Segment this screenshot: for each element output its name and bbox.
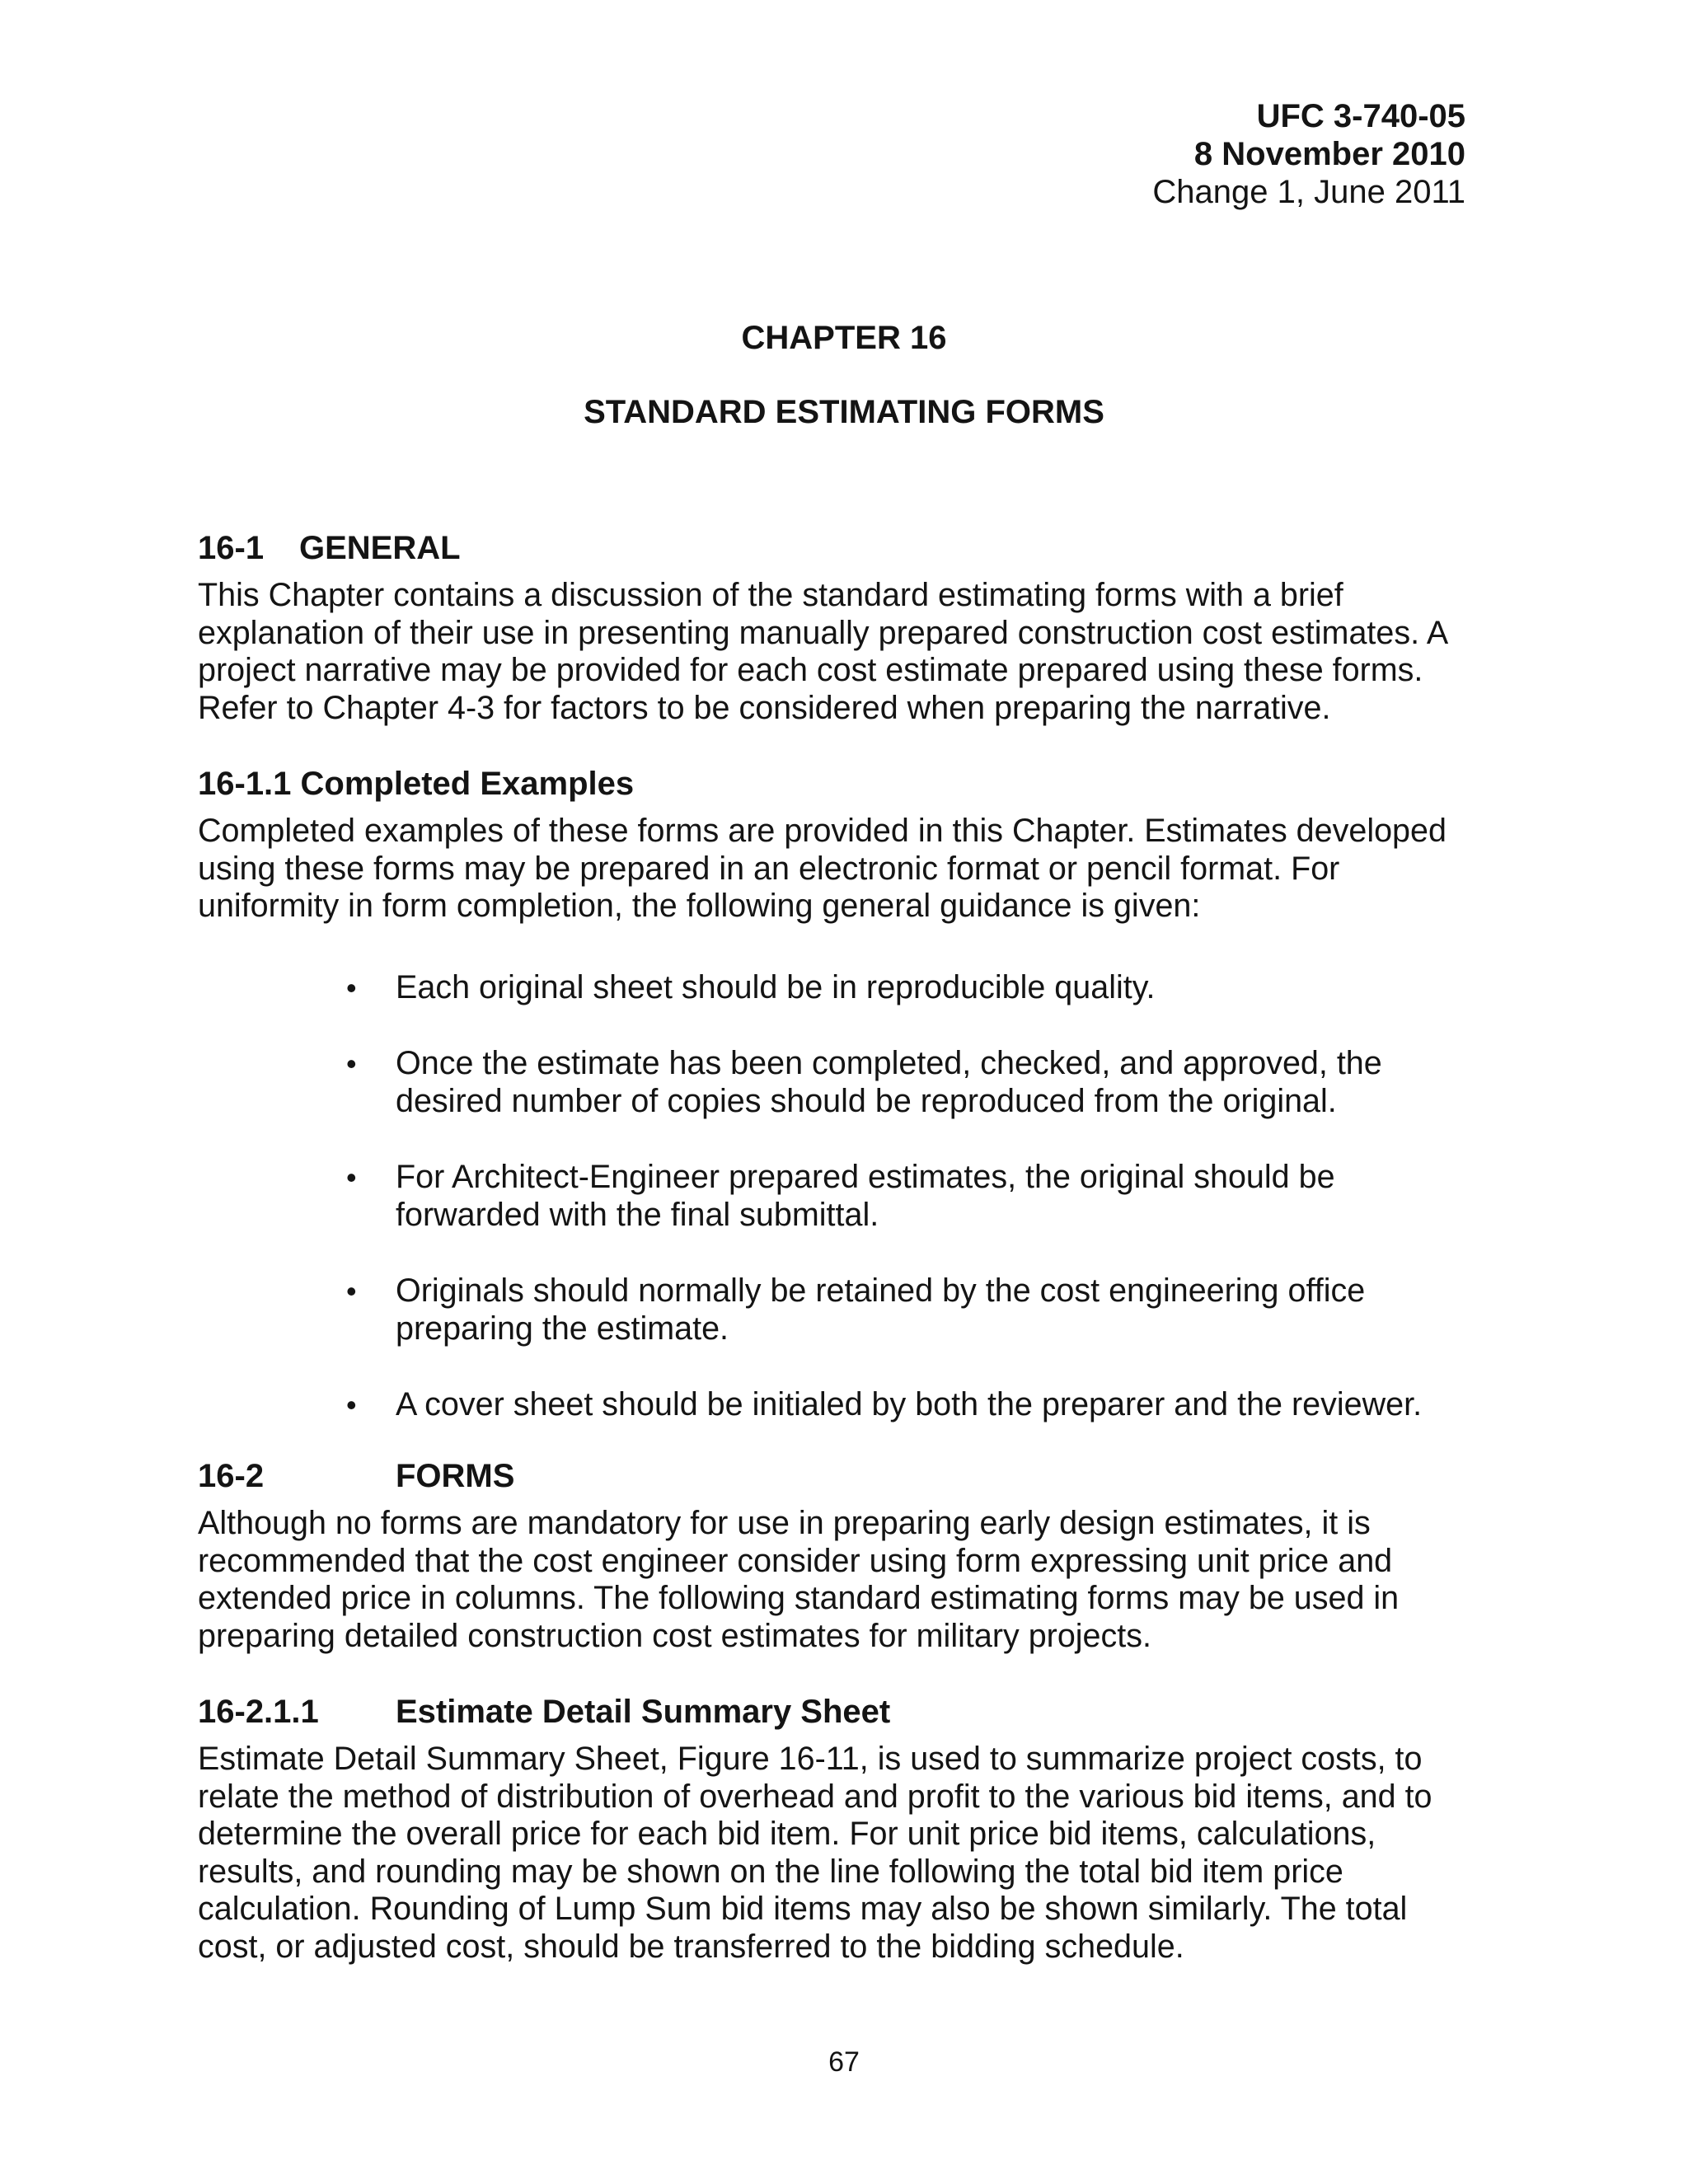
section-title: FORMS [396,1458,515,1494]
section-forms [198,1457,1484,1655]
section-paragraph: Although no forms are mandatory for use in preparing early design estimates, it is recommended that the cost engineer consider using form expressing unit price and extended price in columns. The following standard estimating forms may be used in preparing detailed construction cost estimates for military projects. [198,1505,1400,1654]
list-item: • For Architect-Engineer prepared estimates, the original should be forwarded with the final submittal. [346,1159,1335,1233]
guidance-list [198,969,1484,1007]
bullet-icon: • [346,1274,357,1308]
section-heading [198,1693,1484,1731]
section-general [198,529,1484,727]
list-item: • Once the estimate has been completed, checked, and approved, the desired number of copies should be reproduced from the original. [346,1045,1382,1119]
guidance-list [198,1386,1484,1424]
section-number: 16-1.1 [198,766,292,802]
section-number: 16-2.1.1 [198,1694,319,1730]
section-paragraph: Completed examples of these forms are provided in this Chapter. Estimates developed using these forms may be prepared in an electronic format or pencil format. For uniformity in form completion, the following general guidance is given: [198,813,1447,924]
section-heading [198,529,1484,567]
list-item: • Originals should normally be retained by the cost engineering office preparing the estimate. [346,1272,1366,1347]
document-header [1152,97,1465,211]
guidance-list [198,1045,1484,1120]
section-title: Completed Examples [300,766,635,802]
section-title: Estimate Detail Summary Sheet [396,1694,891,1730]
bullet-icon: • [346,971,357,1005]
chapter-number: CHAPTER 16 [741,320,947,356]
list-item: • A cover sheet should be initialed by both the preparer and the reviewer. [346,1386,1423,1422]
section-title: GENERAL [299,530,461,566]
guidance-list [198,1272,1484,1347]
page-number: 67 [828,2046,860,2078]
bullet-icon: • [346,1388,357,1422]
document-id: UFC 3-740-05 [1256,98,1465,134]
section-number: 16-1 [198,530,265,566]
section-paragraph: Estimate Detail Summary Sheet, Figure 16-11, is used to summarize project costs, to relate the method of distribution of overhead and profit to the various bid items, and to determine the overall price for each bid item. For unit price bid items, calculations, results, and rounding may be shown on the line following the total bid item price calculation. Rounding of Lump Sum bid items may also be shown similarly. The total cost, or adjusted cost, should be transferred to the bidding schedule. [198,1741,1432,1965]
document-date: 8 November 2010 [1193,136,1465,172]
list-item: • Each original sheet should be in reproducible quality. [346,969,1156,1005]
section-heading [198,1457,1484,1495]
section-paragraph: This Chapter contains a discussion of the standard estimating forms with a brief explanation of their use in presenting manually prepared construction cost estimates. A project narrative may be provided for each cost estimate prepared using these forms. Refer to Chapter 4-3 for factors to be considered when preparing the narrative. [198,577,1447,726]
section-number: 16-2 [198,1458,265,1494]
section-completed-examples [198,765,1484,926]
section-summary-sheet [198,1693,1484,1966]
guidance-list [198,1159,1484,1234]
document-change: Change 1, June 2011 [1152,174,1465,210]
section-heading [198,765,1484,803]
chapter-title: STANDARD ESTIMATING FORMS [584,394,1104,430]
bullet-icon: • [346,1160,357,1194]
bullet-icon: • [346,1047,357,1080]
